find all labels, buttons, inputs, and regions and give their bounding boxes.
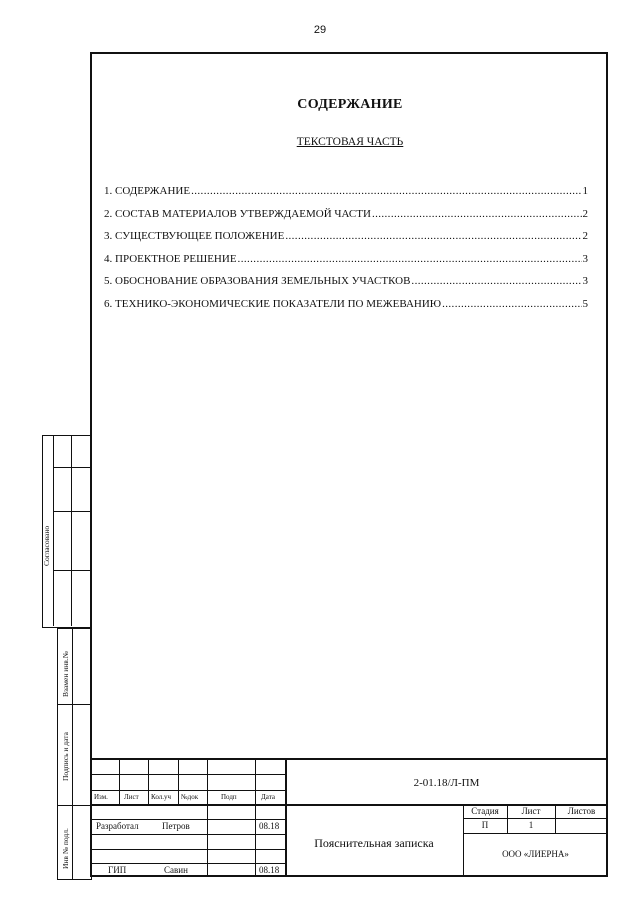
toc-item-page: 3 bbox=[582, 275, 588, 287]
toc-item bbox=[104, 275, 588, 298]
toc-leader bbox=[442, 298, 581, 310]
sheet-label: Лист bbox=[521, 806, 541, 816]
list-header: Лист bbox=[124, 793, 139, 801]
page-title: СОДЕРЖАНИЕ bbox=[297, 97, 403, 112]
izm-header: Изм. bbox=[94, 793, 108, 801]
agreed-label: Согласовано bbox=[42, 525, 51, 566]
agreed-stamp bbox=[42, 435, 92, 628]
page-number: 29 bbox=[313, 24, 327, 36]
section-subtitle-text: ТЕКСТОВАЯ ЧАСТЬ bbox=[296, 136, 404, 148]
document-code: 2-01.18/Л-ПМ bbox=[413, 777, 480, 789]
toc-item bbox=[104, 253, 588, 276]
toc-leader bbox=[285, 230, 581, 242]
toc-leader bbox=[191, 185, 581, 197]
toc-item-page: 2 bbox=[582, 207, 588, 220]
toc-item-text: 4. ПРОЕКТНОЕ РЕШЕНИЕ bbox=[104, 252, 237, 265]
chief-engineer-date: 08.18 bbox=[259, 865, 280, 875]
toc-item bbox=[104, 208, 588, 231]
developer-name: Петров bbox=[162, 821, 190, 831]
toc-item bbox=[104, 185, 588, 208]
toc-leader bbox=[372, 208, 582, 220]
company-name: ООО «ЛИЕРНА» bbox=[502, 849, 569, 859]
toc-item-page: 1 bbox=[582, 185, 588, 197]
title-block bbox=[90, 758, 608, 877]
original-inventory-label: Инв № подл. bbox=[61, 828, 70, 869]
stage-label: Стадия bbox=[471, 806, 499, 816]
developer-role: Разработал bbox=[96, 821, 139, 831]
inventory-stamp bbox=[57, 628, 92, 880]
ndok-header: №док bbox=[181, 793, 199, 801]
document-name: Пояснительная записка bbox=[314, 836, 434, 850]
toc-item-text: 6. ТЕХНИКО-ЭКОНОМИЧЕСКИЕ ПОКАЗАТЕЛИ ПО МЕЖЕВАНИЮ bbox=[104, 297, 442, 310]
signature-date-label: Подпись и дата bbox=[61, 732, 70, 781]
toc-leader bbox=[411, 275, 581, 287]
toc-item-page: 3 bbox=[582, 252, 588, 265]
sheets-label: Листов bbox=[567, 806, 596, 816]
toc-item-text: 1. СОДЕРЖАНИЕ bbox=[104, 185, 191, 197]
replaced-inventory-label: Взамен инв.№ bbox=[61, 651, 70, 697]
document-frame bbox=[90, 52, 608, 877]
toc-item-text: 3. СУЩЕСТВУЮЩЕЕ ПОЛОЖЕНИЕ bbox=[104, 230, 285, 242]
podp-header: Подп bbox=[221, 793, 237, 801]
chief-engineer-name: Савин bbox=[164, 865, 188, 875]
toc-item-page: 5 bbox=[582, 297, 588, 310]
chief-engineer-role: ГИП bbox=[108, 865, 127, 875]
stage-value: П bbox=[481, 820, 489, 830]
developer-date: 08.18 bbox=[259, 821, 280, 831]
toc-item bbox=[104, 298, 588, 321]
kol-uch-header: Кол.уч bbox=[151, 793, 171, 801]
table-of-contents bbox=[104, 185, 588, 320]
date-header: Дата bbox=[261, 793, 275, 801]
section-subtitle bbox=[92, 136, 608, 148]
sheet-value: 1 bbox=[528, 820, 534, 830]
toc-item-text: 2. СОСТАВ МАТЕРИАЛОВ УТВЕРЖДАЕМОЙ ЧАСТИ bbox=[104, 207, 371, 220]
toc-leader bbox=[238, 253, 582, 265]
toc-item-text: 5. ОБОСНОВАНИЕ ОБРАЗОВАНИЯ ЗЕМЕЛЬНЫХ УЧАСТКОВ bbox=[104, 275, 411, 287]
toc-item bbox=[104, 230, 588, 253]
toc-item-page: 2 bbox=[582, 230, 588, 242]
